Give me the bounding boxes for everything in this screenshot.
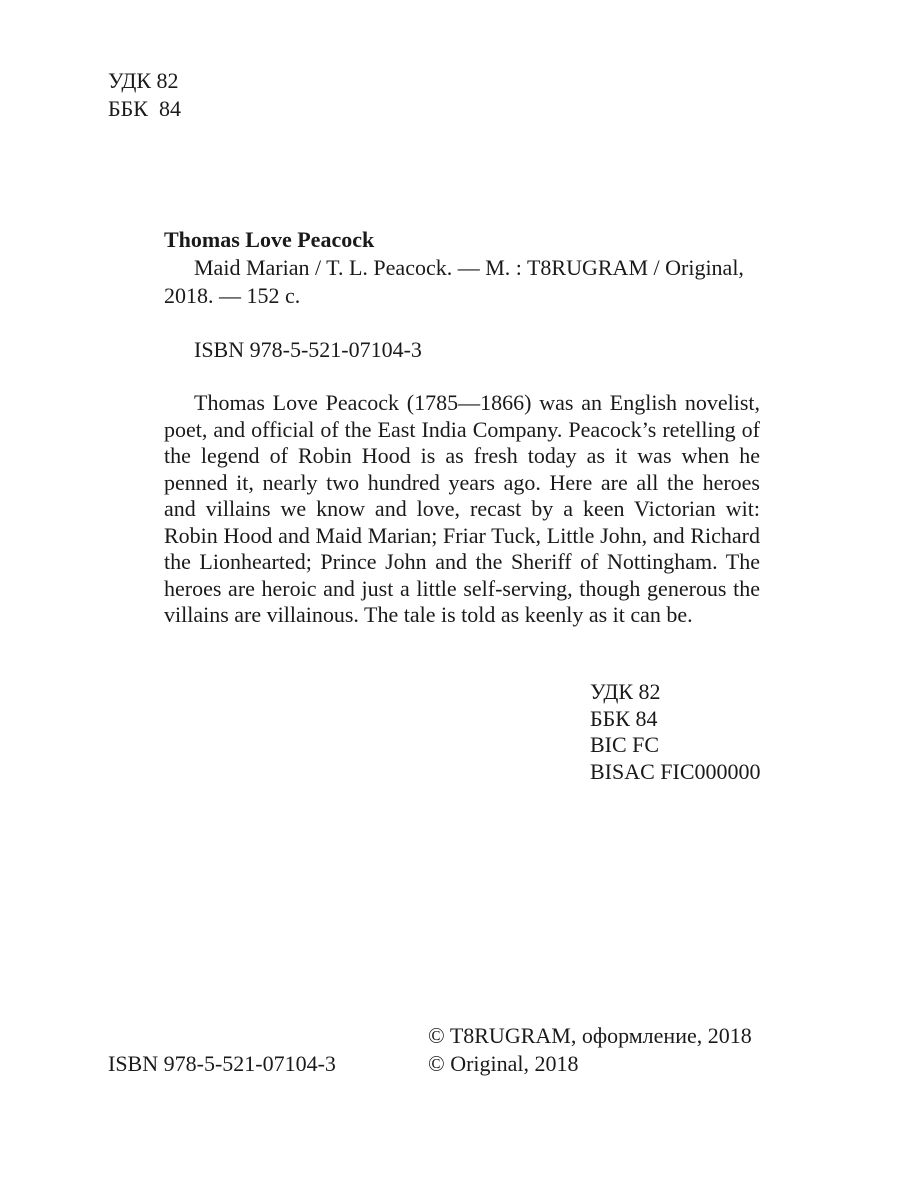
bibliographic-description: Maid Marian / T. L. Peacock. — M. : T8RUGRAM / Original, [194, 255, 744, 280]
top-classification [108, 67, 181, 123]
footer-isbn: ISBN 978-5-521-07104-3 [108, 1051, 336, 1076]
bbk-code: ББК 84 [108, 96, 181, 121]
bibliographic-record [164, 226, 760, 629]
author-name: Thomas Love Peacock [164, 227, 375, 252]
udk-code: УДК 82 [590, 679, 661, 704]
classification-codes [590, 679, 761, 785]
isbn: ISBN 978-5-521-07104-3 [194, 337, 422, 362]
copyright-notices [428, 1022, 752, 1078]
annotation-text: Thomas Love Peacock (1785—1866) was an English novelist, poet, and official of the East India Company. Peacock’s retelling of the legend of Robin Hood is as fresh today as it was when he penned it, nearly two hundred years ago. Here are all the heroes and villains we know and love, recast by a keen Victorian wit: Robin Hood and Maid Marian; Friar Tuck, Little John, and Richard the Lionhearted; Prince John and the Sheriff of Nottingham. The heroes are heroic and just a little self-serving, though generous the villains are villainous. The tale is told as keenly as it can be. [164, 390, 760, 627]
bisac-code: BISAC FIC000000 [590, 758, 761, 784]
copyright-line: © T8RUGRAM, оформление, 2018 [428, 1023, 752, 1048]
bic-code: BIC FC [590, 732, 660, 757]
udk-code: УДК 82 [108, 68, 179, 93]
copyright-line: © Original, 2018 [428, 1051, 579, 1076]
bibliographic-description-continued: 2018. — 152 с. [164, 283, 301, 308]
bbk-code: ББК 84 [590, 705, 658, 731]
